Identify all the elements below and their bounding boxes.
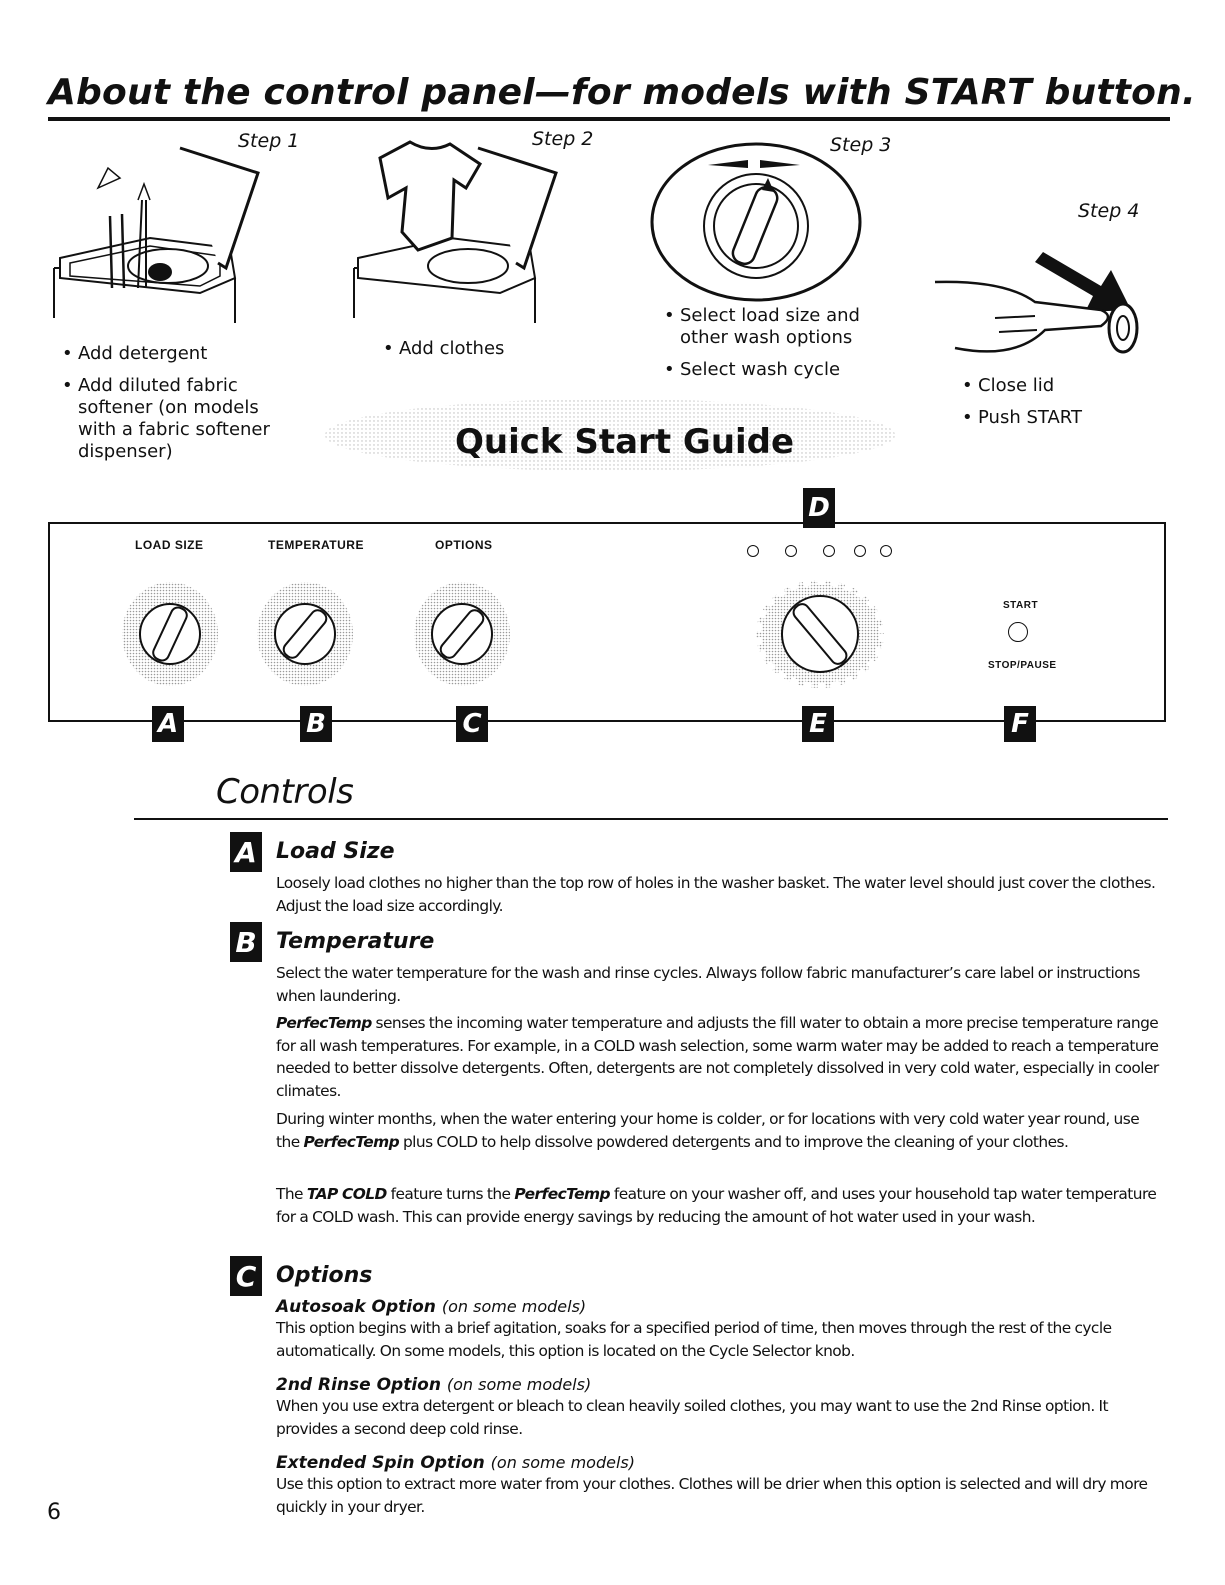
extended-spin-title (276, 1453, 1166, 1473)
step-3-label: Step 3 (830, 134, 892, 156)
marker-c (456, 706, 488, 742)
step-2-bullet: • Add clothes (383, 338, 583, 360)
step-2-bullets (383, 338, 583, 370)
winter-text (276, 1108, 1166, 1153)
options-label: OPTIONS (435, 538, 493, 552)
marker-b (300, 706, 332, 742)
title-rule (48, 117, 1170, 121)
second-rinse-name: 2nd Rinse Option (276, 1375, 441, 1395)
start-stop-button[interactable] (1008, 622, 1028, 642)
marker-e (802, 706, 834, 742)
winter-text-end: plus COLD to help dissolve powdered detergents and to improve the cleaning of your clothes. (399, 1132, 1069, 1151)
marker-b-letter: B (306, 709, 326, 739)
options-heading: Options (276, 1263, 373, 1288)
section-a-marker (230, 832, 262, 872)
second-rinse-note: (on some models) (446, 1375, 592, 1394)
step-3-bullet: • Select wash cycle (664, 359, 874, 381)
step-4-bullet: • Close lid (962, 375, 1162, 397)
autosoak-title (276, 1297, 1166, 1317)
autosoak-note: (on some models) (441, 1297, 587, 1316)
perfectemp-term: PerfecTemp (303, 1132, 400, 1151)
step-4-bullets (962, 375, 1162, 439)
step-4-bullet: • Push START (962, 407, 1162, 429)
load-size-knob[interactable] (120, 580, 220, 688)
section-c-letter: C (235, 1259, 257, 1293)
temperature-knob[interactable] (255, 580, 355, 688)
push-start-illustration (925, 230, 1160, 375)
page-title: About the control panel—for models with START button. (48, 72, 1196, 113)
temperature-text: Select the water temperature for the wash and rinse cycles. Always follow fabric manufacturer’s care label or instructions when laundering. (276, 964, 1140, 1005)
cycle-selector-knob[interactable] (750, 578, 890, 692)
autosoak-name: Autosoak Option (276, 1297, 436, 1317)
options-knob[interactable] (412, 580, 512, 688)
section-b-marker (230, 922, 262, 962)
second-rinse-text: When you use extra detergent or bleach to clean heavily soiled clothes, you may want to use the 2nd Rinse option. It provides a second deep cold rinse. (276, 1397, 1109, 1438)
marker-f (1004, 706, 1036, 742)
marker-e-letter: E (809, 709, 827, 739)
step-4-label: Step 4 (1078, 200, 1140, 222)
step-3-bullets (664, 305, 874, 391)
washer-detergent-illustration (50, 128, 270, 328)
temperature-heading: Temperature (276, 929, 435, 954)
marker-f-letter: F (1011, 709, 1029, 739)
autosoak-text: This option begins with a brief agitation, soaks for a specified period of time, then moves through the rest of the cycle automatically. On some models, this option is located on the Cycle Selector knob. (276, 1319, 1112, 1360)
section-b-letter: B (235, 925, 257, 959)
tap-cold-term: TAP COLD (306, 1185, 387, 1203)
extended-spin-note: (on some models) (490, 1453, 635, 1472)
perfectemp-term: PerfecTemp (514, 1185, 610, 1203)
tap-cold-text-a: The (276, 1185, 307, 1203)
second-rinse-title (276, 1375, 1166, 1395)
step-1-bullets (62, 343, 272, 473)
tap-cold-text-c: feature on your washer off, and uses your household tap water temperature for a COLD wash. This can provide energy savings by reducing the amount of hot water used in your wash. (276, 1185, 1157, 1226)
marker-c-letter: C (462, 709, 482, 739)
washer-clothes-illustration (340, 128, 570, 328)
step-1-label: Step 1 (238, 130, 300, 152)
marker-a-letter: A (157, 709, 179, 739)
indicator-light (785, 545, 797, 557)
step-3-bullet: • Select load size and other wash options (664, 305, 874, 349)
indicator-light (880, 545, 892, 557)
section-c-marker (230, 1256, 262, 1296)
extended-spin-option (276, 1453, 1166, 1518)
indicator-light (854, 545, 866, 557)
tap-cold-text-b: feature turns the (386, 1185, 515, 1203)
quick-start-guide-title: Quick Start Guide (455, 422, 795, 462)
start-label: START (1003, 600, 1039, 611)
indicator-light (747, 545, 759, 557)
autosoak-option (276, 1297, 1166, 1362)
load-size-text: Loosely load clothes no higher than the top row of holes in the washer basket. The water level should just cover the clothes. Adjust the load size accordingly. (276, 874, 1156, 915)
step-1-bullet: • Add diluted fabric softener (on models with a fabric softener dispenser) (62, 375, 272, 463)
perfectemp-text (276, 1012, 1166, 1102)
controls-rule (134, 818, 1168, 820)
extended-spin-name: Extended Spin Option (276, 1453, 485, 1473)
cycle-knob-illustration (648, 140, 868, 310)
tap-cold-text (276, 1183, 1166, 1228)
load-size-label: LOAD SIZE (135, 538, 204, 552)
indicator-light (823, 545, 835, 557)
marker-a (152, 706, 184, 742)
step-1-bullet: • Add detergent (62, 343, 272, 365)
load-size-heading: Load Size (276, 839, 395, 864)
extended-spin-text: Use this option to extract more water from your clothes. Clothes will be drier when this option is selected and will dry more quickly in your dryer. (276, 1475, 1148, 1516)
page-number: 6 (47, 1500, 61, 1525)
marker-d-letter: D (808, 493, 830, 523)
perfectemp-description: senses the incoming water temperature and adjusts the fill water to obtain a more precise temperature range for all wash temperatures. For example, in a COLD wash selection, some warm water may be added to reach a temperature needed to better dissolve detergents. Often, detergents are not completely dissolved in very cold water, especially in cooler climates. (276, 1014, 1159, 1100)
section-a-letter: A (235, 835, 257, 869)
step-2-label: Step 2 (532, 128, 594, 150)
controls-heading: Controls (216, 772, 354, 812)
temperature-label: TEMPERATURE (268, 538, 364, 552)
stop-pause-label: STOP/PAUSE (988, 660, 1057, 671)
perfectemp-term: PerfecTemp (276, 1014, 372, 1032)
winter-text-start: During winter months, when the water entering your home is colder, or for locations with very cold water year round, use the (276, 1110, 1140, 1151)
second-rinse-option (276, 1375, 1166, 1440)
